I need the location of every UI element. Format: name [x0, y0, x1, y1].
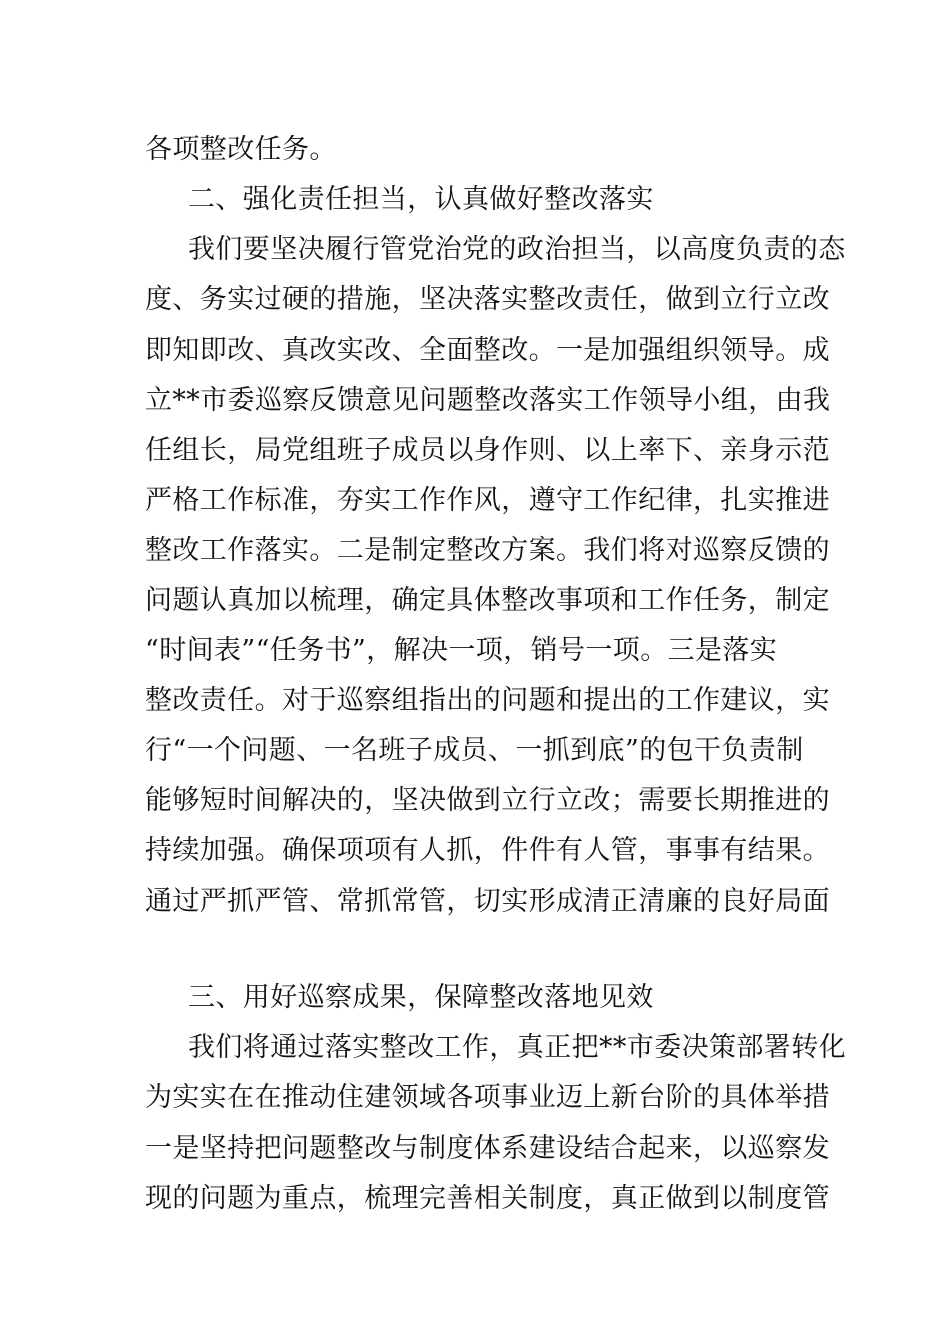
section-heading-3: 三、用好巡察成果，保障整改落地见效	[188, 982, 654, 1013]
body-text-line: 能够短时间解决的，坚决做到立行立改；需要长期推进的	[145, 785, 830, 816]
section-heading-2: 二、强化责任担当，认真做好整改落实	[188, 184, 654, 215]
body-text-line: 为实实在在推动住建领域各项事业迈上新台阶的具体举措	[145, 1082, 830, 1113]
body-text-line: 即知即改、真改实改、全面整改。一是加强组织领导。成	[145, 335, 830, 366]
paragraph-first-line: 我们要坚决履行管党治党的政治担当，以高度负责的态	[188, 234, 846, 265]
body-text-line: 严格工作标准，夯实工作作风，遵守工作纪律，扎实推进	[145, 485, 830, 516]
body-text-line: 整改工作落实。二是制定整改方案。我们将对巡察反馈的	[145, 535, 830, 566]
body-text-line: 立**市委巡察反馈意见问题整改落实工作领导小组，由我	[145, 385, 831, 416]
body-text-line: 一是坚持把问题整改与制度体系建设结合起来，以巡察发	[145, 1133, 830, 1164]
body-text-line: 问题认真加以梳理，确定具体整改事项和工作任务，制定	[145, 585, 830, 616]
body-text-line: 通过严抓严管、常抓常管，切实形成清正清廉的良好局面	[145, 886, 830, 917]
body-text-line: 行“一个问题、一名班子成员、一抓到底”的包干负责制	[145, 735, 804, 766]
paragraph-first-line: 我们将通过落实整改工作，真正把**市委决策部署转化	[188, 1032, 846, 1063]
body-text-line: 持续加强。确保项项有人抓，件件有人管，事事有结果。	[145, 835, 830, 866]
body-text-line: 度、务实过硬的措施，坚决落实整改责任，做到立行立改	[145, 284, 830, 315]
body-text-line: 现的问题为重点，梳理完善相关制度，真正做到以制度管	[145, 1183, 830, 1214]
body-text-line: 各项整改任务。	[145, 134, 337, 165]
body-text-line: 整改责任。对于巡察组指出的问题和提出的工作建议，实	[145, 685, 830, 716]
body-text-line: “时间表”“任务书”，解决一项，销号一项。三是落实	[145, 635, 778, 666]
body-text-line: 任组长，局党组班子成员以身作则、以上率下、亲身示范	[145, 435, 830, 466]
